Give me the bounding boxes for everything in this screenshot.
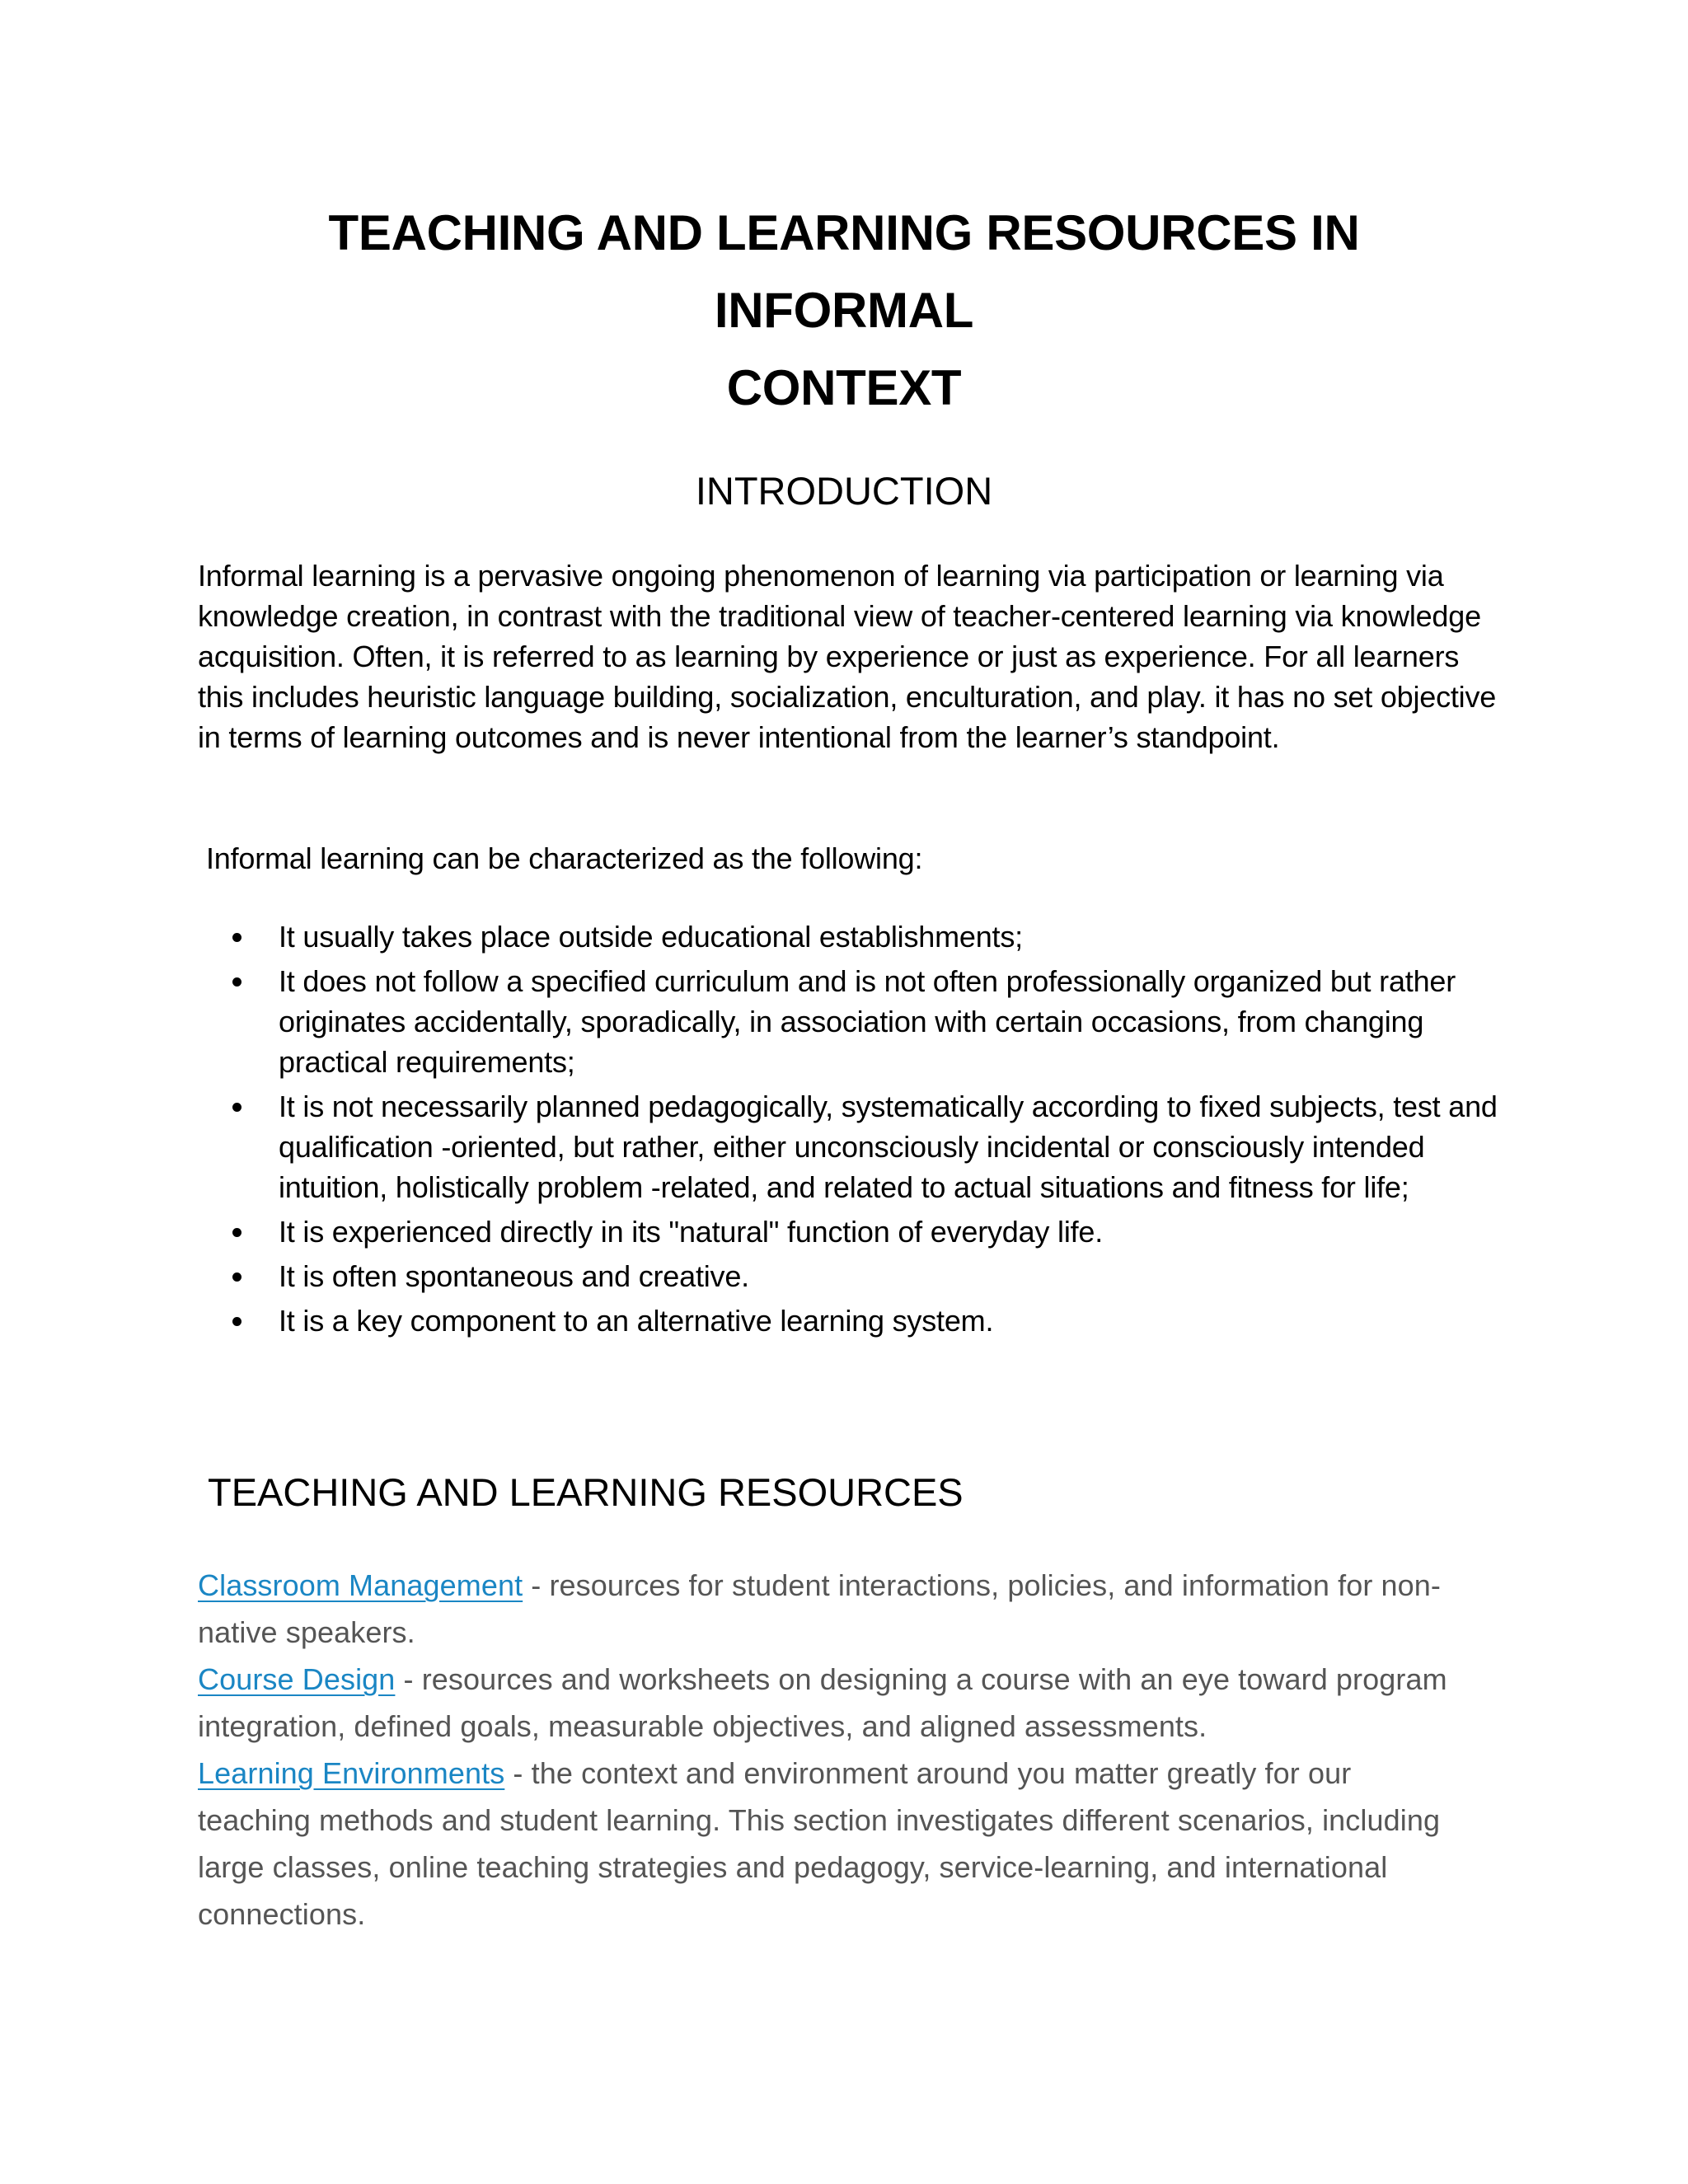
bullet-icon (232, 1317, 241, 1326)
list-item-text: It is a key component to an alternative learning system. (279, 1304, 994, 1338)
resource-entry-learning-environments (198, 1750, 1467, 1938)
classroom-management-link[interactable]: Classroom Management (198, 1568, 523, 1602)
learning-environments-link[interactable]: Learning Environments (198, 1756, 505, 1790)
title-line-1: TEACHING AND LEARNING RESOURCES IN INFORMAL (328, 205, 1360, 338)
resources-section (198, 1562, 1467, 1938)
resource-description: - resources and worksheets on designing a course with an eye toward program integration, defined goals, measurable objectives, and aligned assessments. (198, 1662, 1447, 1743)
characteristics-list (198, 916, 1517, 1345)
bullet-icon (232, 1272, 241, 1282)
list-item (198, 1301, 1517, 1341)
bullet-icon (232, 977, 241, 987)
resource-entry-classroom-management (198, 1562, 1467, 1656)
bullet-icon (232, 933, 241, 942)
list-item-text: It usually takes place outside educational establishments; (279, 920, 1023, 954)
resources-heading: TEACHING AND LEARNING RESOURCES (208, 1470, 964, 1514)
course-design-link[interactable]: Course Design (198, 1662, 396, 1696)
list-item-text: It is experienced directly in its "natural" function of everyday life. (279, 1215, 1104, 1249)
list-item-text: It does not follow a specified curriculum and is not often professionally organized but rather originates accidentally, sporadically, in association with certain occasions, from changing practical requirements; (279, 964, 1456, 1079)
list-item (198, 1256, 1517, 1296)
bullet-icon (232, 1228, 241, 1237)
list-item (198, 961, 1517, 1082)
list-item-text: It is often spontaneous and creative. (279, 1259, 749, 1293)
resource-description: - the context and environment around you matter greatly for our teaching methods and student learning. This section investigates different scenarios, including large classes, online teaching strategies and pedagogy, service-learning, and international connections. (198, 1756, 1441, 1931)
resource-entry-course-design (198, 1656, 1467, 1750)
list-item (198, 1086, 1517, 1207)
introduction-paragraph: Informal learning is a pervasive ongoing phenomenon of learning via participation or learning via knowledge creation, in contrast with the traditional view of teacher-centered learning via knowledge acquisition. Often, it is referred to as learning by experience or just as experience. For all learners this includes heuristic language building, socialization, enculturation, and play. it has no set objective in terms of learning outcomes and is never intentional from the learner’s standpoint. (198, 559, 1497, 754)
list-item (198, 916, 1517, 957)
introduction-heading: INTRODUCTION (695, 469, 993, 513)
list-item (198, 1212, 1517, 1252)
resource-description: - resources for student interactions, policies, and information for non-native speakers. (198, 1568, 1442, 1649)
characteristics-lead: Informal learning can be characterized as the following: (206, 841, 923, 875)
list-item-text: It is not necessarily planned pedagogically, systematically according to fixed subjects, test and qualification -oriented, but rather, either unconsciously incidental or consciously intended intuition, holistically problem -related, and related to actual situations and fitness for life; (279, 1090, 1498, 1204)
document-title (198, 194, 1490, 427)
title-line-2: CONTEXT (726, 360, 962, 415)
bullet-icon (232, 1103, 241, 1112)
